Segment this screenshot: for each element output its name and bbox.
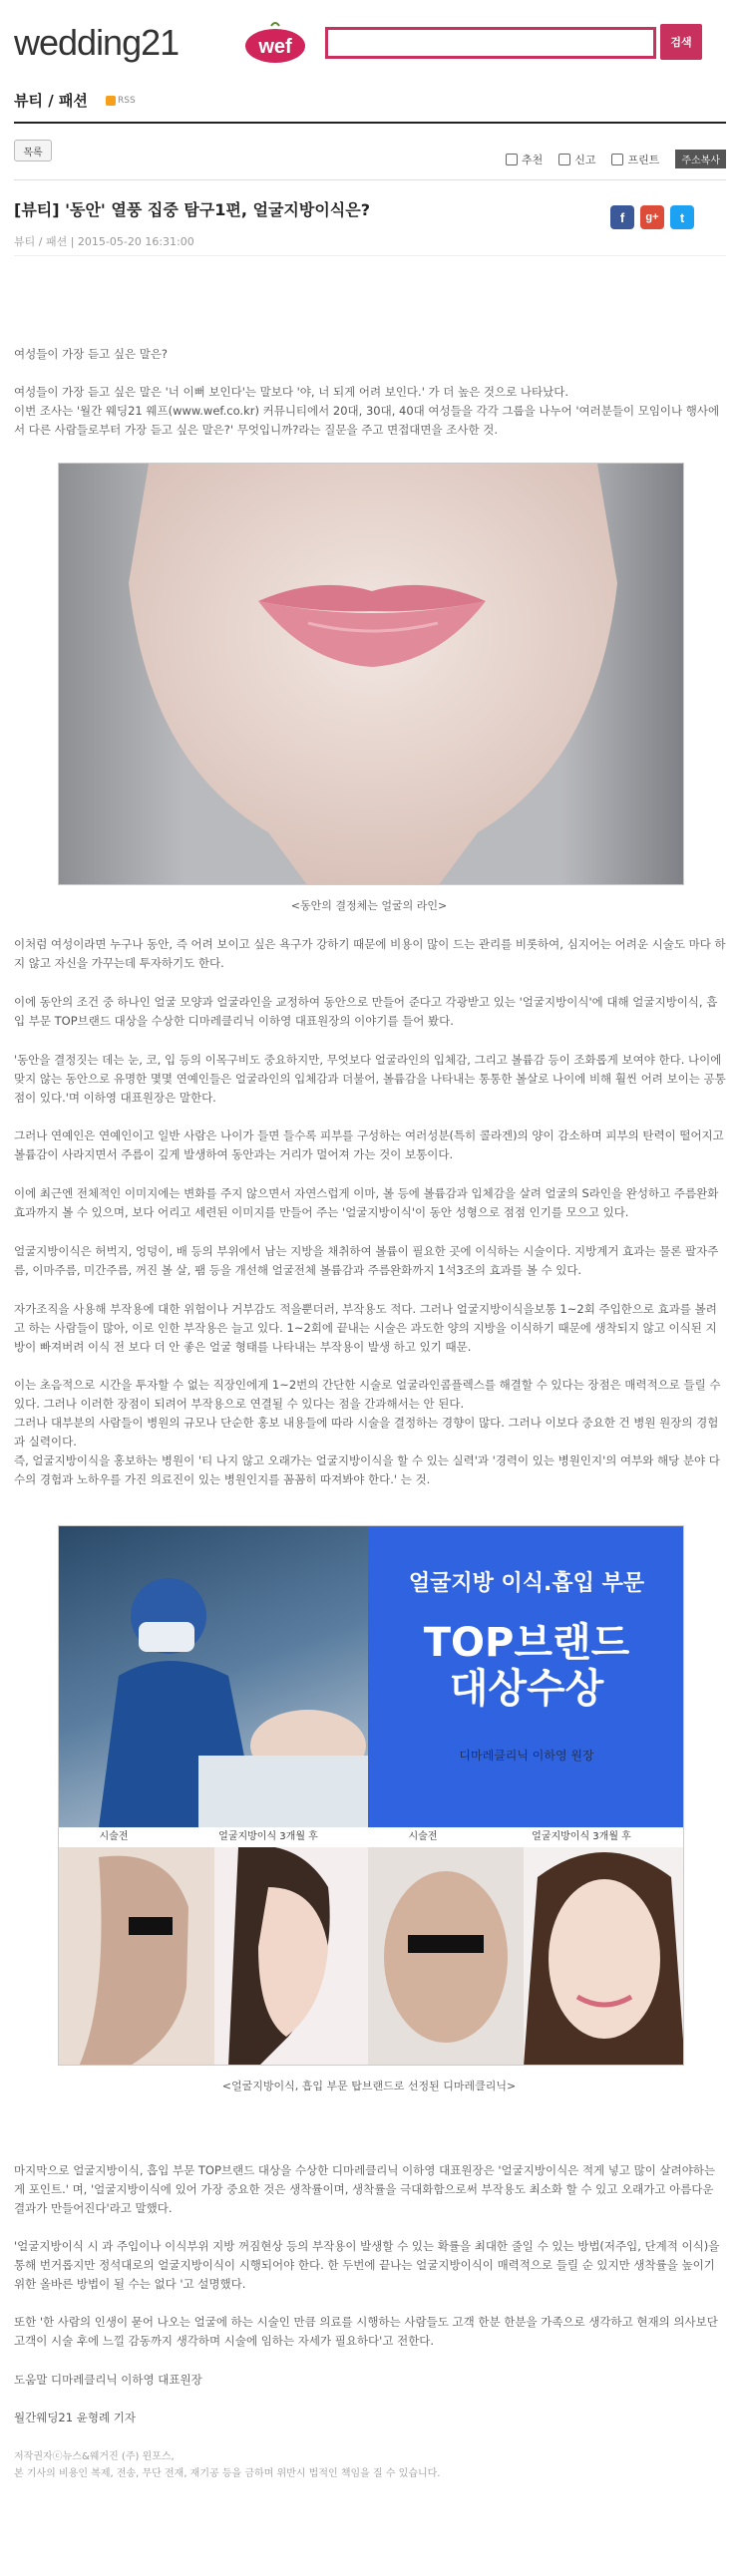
paragraph: 이처럼 여성이라면 누구나 동안, 즉 어려 보이고 싶은 욕구가 강하기 때문에 비용이 많이 드는 관리를 비롯하여, 심지어는 어려운 시술도 마다 하지 않고 자신을 가꾸는데 투자하기도 한다. — [14, 937, 726, 970]
paragraph: 자가조직을 사용해 부작용에 대한 위험이나 거부감도 적을뿐더러, 부작용도 적다. 그러나 얼굴지방이식을보통 1~2회 주입한으로 효과를 볼려고 하는 사람들이 많아, 이로 인한 부작용은 늘고 있다. 1~2회에 끝내는 시술은 과도한 양의 지방을 이식하기 때문에 생착되지 않고 이식된 지방이 빠져버려 이식 전 보다 더 안 좋은 얼굴 형태를 나타내는 부작용이 발생 하고 있기 때문. — [14, 1302, 717, 1354]
paragraph: 얼굴지방이식은 허벅지, 엉덩이, 배 등의 부위에서 남는 지방을 채취하여 볼륨이 필요한 곳에 이식하는 시술이다. 지방계거 효과는 물론 팔자주름, 이마주름, 미간주름, 꺼진 볼 살, 팸 등을 개선해 얼굴전체 볼륨감과 주름완화까지 1석3조의 효과를 볼 수 있다. — [14, 1244, 719, 1277]
article-photo-lips — [58, 463, 684, 885]
before-label: 시술전 — [408, 1831, 438, 1842]
article-photo-banner — [58, 1525, 684, 2066]
after-label: 얼굴지방이식 3개월 후 — [218, 1831, 318, 1842]
paragraph: '얼굴지방이식 시 과 주입이나 이식부위 지방 꺼짐현상 등의 부작용이 발생할 수 있는 확률을 최대한 줄일 수 있는 방법(저주입, 단계적 이식)을 통해 번거롭지만 정석대로의 얼굴지방이식이 시행되어야 한다. 한 두번에 끝나는 얼굴지방이식이 매력적으로 들릴 순 있지만 생착률을 높이기 위한 올바른 방법이 될 수는 없다 '고 설명했다. — [14, 2239, 720, 2291]
paragraph: 이는 초음적으로 시간을 투자할 수 없는 직장인에게 1~2번의 간단한 시술로 얼굴라인콤플렉스를 해결할 수 있다는 장점은 매력적으로 들릴 수 있다. 그러나 이러한 장점이 되려어 부작용으로 연결될 수 있다는 점을 간과해서는 안 된다. 그러나 대부분의 사람들이 병원의 규모나 단순한 홍보 내용들에 따라 시술을 결정하는 경향이 많다. 그러나 이보다 중요한 건 병원 원장의 경험과 실력이다. — [14, 1378, 721, 1449]
print-button[interactable] — [611, 152, 659, 167]
before-after-labels — [59, 1827, 684, 1847]
before-label: 시술전 — [99, 1831, 129, 1842]
award-title-line2: TOP브랜드 — [423, 1620, 630, 1666]
divider — [14, 255, 726, 256]
share-buttons — [610, 205, 694, 229]
paragraph: 여성들이 가장 듣고 싶은 말은 '너 이뻐 보인다'는 말보다 '야, 너 되게 어려 보인다.' 가 더 높은 것으로 나타났다. 이번 조사는 '월간 웨딩21 웨프(www.wef.co.kr) 커뮤니티에서 20대, 30대, 40대 여성들을 각각 그룹을 나누어 '여러분들이 모임이나 행사에서 다른 사람들로부터 가장 듣고 싶은 말은?' 무엇입니까?라는 질문을 주고 면접대면을 조사한 것. — [14, 385, 720, 437]
search-button[interactable]: 검색 — [660, 24, 702, 60]
print-icon — [611, 154, 623, 165]
section-title: 뷰티 / 패션 — [14, 92, 88, 110]
before-after-photos — [59, 1847, 684, 2066]
googleplus-share-icon[interactable]: g+ — [640, 205, 664, 229]
paragraph: 여성들이 가장 듣고 싶은 말은? — [14, 347, 169, 361]
award-title-line3: 대상수상 — [449, 1666, 604, 1712]
byline: 월간웨딩21 윤형례 기자 — [14, 2411, 136, 2424]
twitter-share-icon[interactable]: t — [670, 205, 694, 229]
copy-url-button[interactable]: 주소복사 — [675, 150, 726, 168]
rss-label: RSS — [118, 96, 136, 106]
thumb-up-icon — [506, 154, 518, 165]
photo-caption: <얼굴지방이식, 흡입 부문 탑브랜드로 선정된 디마레클리닉> — [221, 2080, 517, 2093]
divider — [14, 179, 726, 180]
paragraph: 그러나 연예인은 연예인이고 일반 사람은 나이가 들면 들수록 피부를 구성하는 여러성분(특히 콜라겐)의 양이 감소하며 피부의 탄력이 떨어지고 볼륨감이 사라지면서 주름이 깊게 발생하여 동안과는 거리가 멀어져 가는 것이 보통이다. — [14, 1128, 724, 1161]
article-meta: 뷰티 / 패션 | 2015-05-20 16:31:00 — [14, 235, 194, 248]
paragraph: 도움말 디마레클리닉 이하영 대표원장 — [14, 2373, 202, 2387]
recommend-button[interactable] — [506, 152, 543, 167]
recommend-label: 추천 — [521, 153, 544, 166]
article-headline: [뷰티] '동안' 열풍 집중 탐구1편, 얼굴지방이식은? — [14, 200, 370, 219]
paragraph: '동안을 결정짓는 데는 눈, 코, 입 등의 이목구비도 중요하지만, 무엇보다 얼굴라인의 입체감, 그리고 볼륨감 등이 조화롭게 보여야 한다. 나이에 맞지 않는 동안으로 유명한 몇몇 연예인들은 얼굴라인의 입체감과 더불어, 볼륨감을 나타내는 통통한 볼살로 나이에 비해 훨씬 어려 보이는 공통점이 있다.'며 이하영 대표원장은 말한다. — [14, 1053, 726, 1105]
copyright: 저작권자ⓒ뉴스&웨거진 (주) 윈포스, 본 기사의 비용인 복제, 전송, 무단 전재, 재기공 등을 금하며 위반시 법적인 책임을 질 수 있습니다. — [14, 2451, 441, 2479]
award-clinic: 디마레클리닉 이하영 원장 — [459, 1749, 594, 1763]
paragraph: 이에 최근엔 전체적인 이미지에는 변화를 주지 않으면서 자연스럽게 이마, 볼 등에 볼륨감과 입체감을 살려 얼굴의 S라인을 완성하고 주름완화 효과까지 볼 수 있으며, 보다 어리고 세련된 이미지를 만들어 주는 '얼굴지방이식'이 동안 성형으로 점점 인기를 모으고 있다. — [14, 1186, 719, 1219]
site-logo[interactable]: wedding21 — [14, 22, 180, 63]
surgery-photo — [59, 1526, 368, 1827]
print-label: 프린트 — [627, 153, 660, 166]
divider — [14, 122, 726, 124]
photo-caption: <동안의 결정체는 얼굴의 라인> — [290, 899, 448, 912]
paragraph: 이에 동안의 조건 중 하나인 얼굴 모양과 얼굴라인을 교정하여 동안으로 만들어 준다고 각광받고 있는 '얼굴지방이식'에 대해 얼굴지방이식, 흡입 부문 TOP브랜드 대상을 수상한 디마레클리닉 이하영 대표원장의 이야기를 들어 봤다. — [14, 995, 718, 1028]
paragraph: 마지막으로 얼굴지방이식, 흡입 부문 TOP브랜드 대상을 수상한 디마레클리닉 이하영 대표원장은 '얼굴지방이식은 적게 넣고 많이 살려야하는 게 포인트.' 며, '얼굴지방이식에 있어 가장 중요한 것은 생착률이며, 생착률을 극대화함으로써 부작용도 최소화 할 수 있고 오래가고 아름다운 결과가 만들어진다'라고 말했다. — [14, 2163, 716, 2215]
wef-badge[interactable] — [245, 20, 307, 64]
facebook-share-icon[interactable]: f — [610, 205, 634, 229]
report-icon — [558, 154, 570, 165]
report-button[interactable] — [558, 152, 595, 167]
paragraph: 즉, 얼굴지방이식을 홍보하는 병원이 '티 나지 않고 오래가는 얼굴지방이식을 할 수 있는 실력'과 '경력이 있는 병원인지'의 여부와 해당 분야 다수의 경험과 노하우를 가진 의료진이 있는 병원인지를 꼼꼼히 따져봐야 한다.' 는 것. — [14, 1453, 720, 1486]
search-input[interactable] — [325, 27, 656, 59]
rss-icon — [106, 96, 116, 106]
wef-badge-text: wef — [258, 36, 292, 58]
after-label: 얼굴지방이식 3개월 후 — [532, 1831, 631, 1842]
article-toolbar — [506, 150, 726, 168]
paragraph: 또한 '한 사람의 인생이 묻어 나오는 얼굴에 하는 시술인 만큼 의료를 시행하는 사람들도 고객 한분 한분을 가족으로 생각하고 현재의 의사보단 고객이 시술 후에 느낄 감동까지 생각하며 시술에 임하는 자세가 필요하다'고 전한다. — [14, 2315, 718, 2348]
award-panel — [368, 1526, 684, 1827]
rss-link[interactable] — [106, 96, 136, 106]
report-label: 신고 — [574, 153, 596, 166]
award-title-line1: 얼굴지방 이식.흡입 부문 — [408, 1571, 645, 1596]
list-button[interactable]: 목록 — [14, 140, 52, 161]
